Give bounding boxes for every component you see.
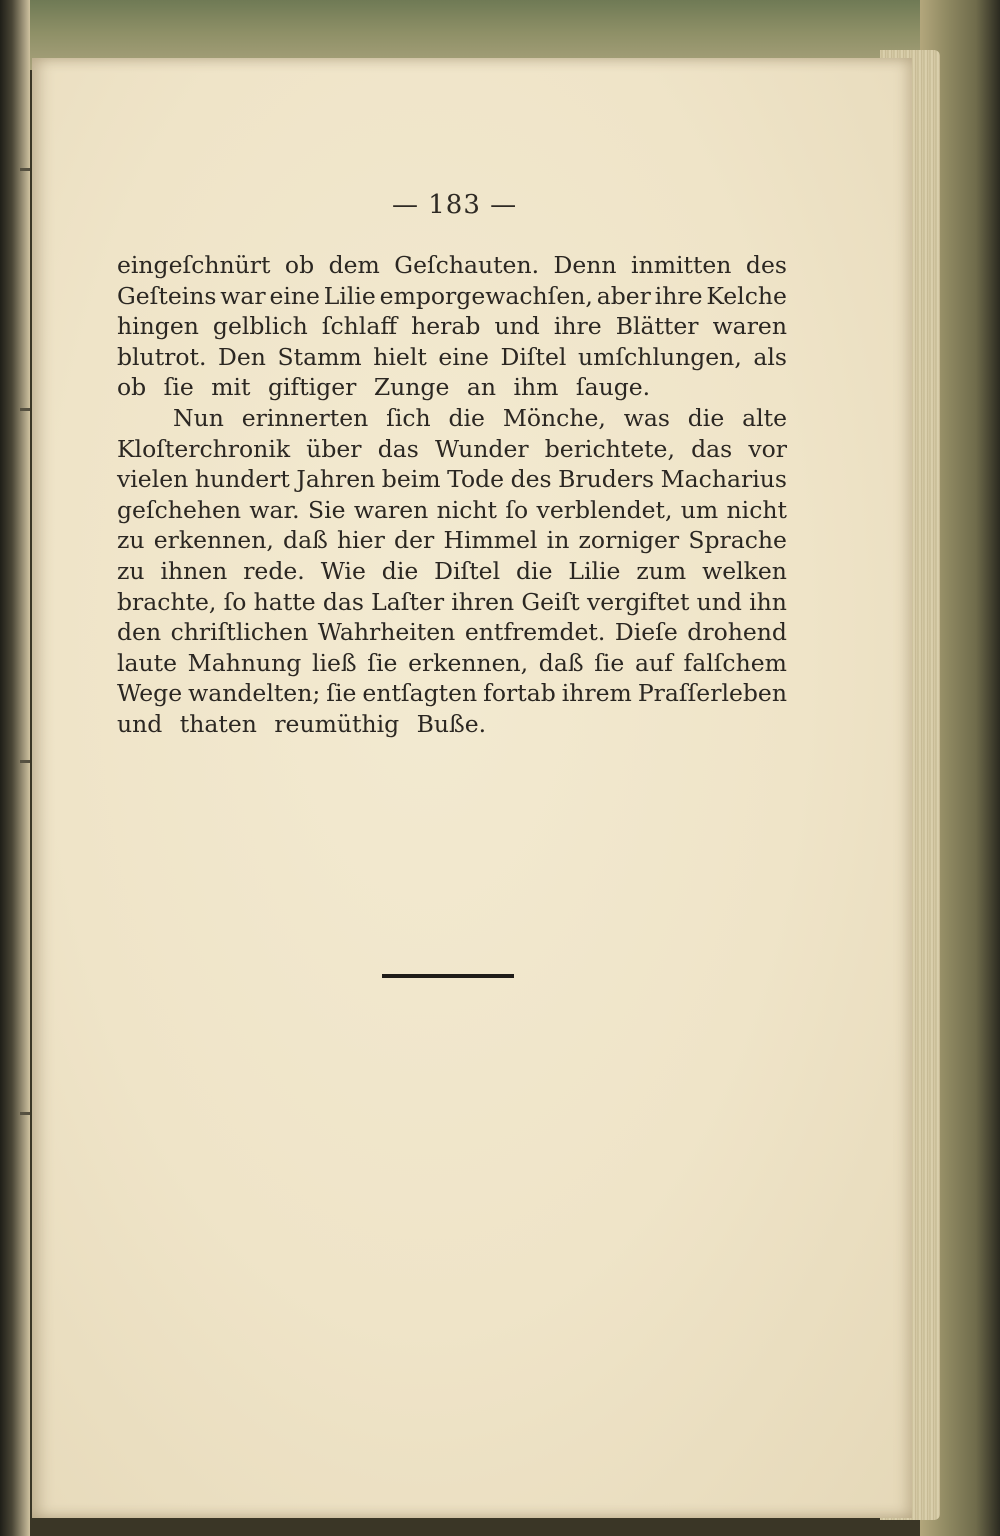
text-line: Nun erinnerten ſich die Mönche, was die alte <box>173 403 787 432</box>
margin-mark <box>20 1112 30 1115</box>
text-line: zu erkennen, daß hier der Himmel in zorniger Sprache <box>117 526 787 555</box>
margin-mark <box>20 168 30 171</box>
text-line: eingeſchnürt ob dem Geſchauten. Denn inmitten des <box>117 251 787 279</box>
text-line: geſchehen war. Sie waren nicht ſo verblendet, um nicht <box>117 495 787 524</box>
book-binding-gutter <box>0 0 30 1536</box>
text-line: brachte, ſo hatte das Laſter ihren Geiſt vergiftet und ihn <box>117 587 787 616</box>
text-line: Kloſterchronik über das Wunder berichtete, das vor <box>117 434 787 463</box>
text-line: ob ſie mit giftiger Zunge an ihm ſauge. <box>117 373 651 402</box>
text-line: blutrot. Den Stamm hielt eine Diſtel umſchlungen, als <box>117 342 787 371</box>
text-line: vielen hundert Jahren beim Tode des Bruders Macharius <box>117 465 787 494</box>
text-line: Wege wandelten; ſie entſagten fortab ihrem Praſſerleben <box>117 679 787 708</box>
text-line: hingen gelblich ſchlaff herab und ihre Blätter waren <box>117 312 787 341</box>
text-line: den chriſtlichen Wahrheiten entfremdet. Dieſe drohend <box>117 618 787 647</box>
text-line: laute Mahnung ließ ſie erkennen, daß ſie auf falſchem <box>117 648 787 677</box>
page-number: — 183 — <box>392 190 518 220</box>
text-line: zu ihnen rede. Wie die Diſtel die Lilie zum welken <box>117 556 787 585</box>
section-end-rule <box>382 974 514 978</box>
text-line: und thaten reumüthig Buße. <box>117 709 487 738</box>
margin-mark <box>20 408 30 411</box>
text-line: Geſteins war eine Lilie emporgewachſen, aber ihre Kelche <box>117 281 787 310</box>
body-text <box>117 250 787 740</box>
margin-mark <box>20 760 30 763</box>
